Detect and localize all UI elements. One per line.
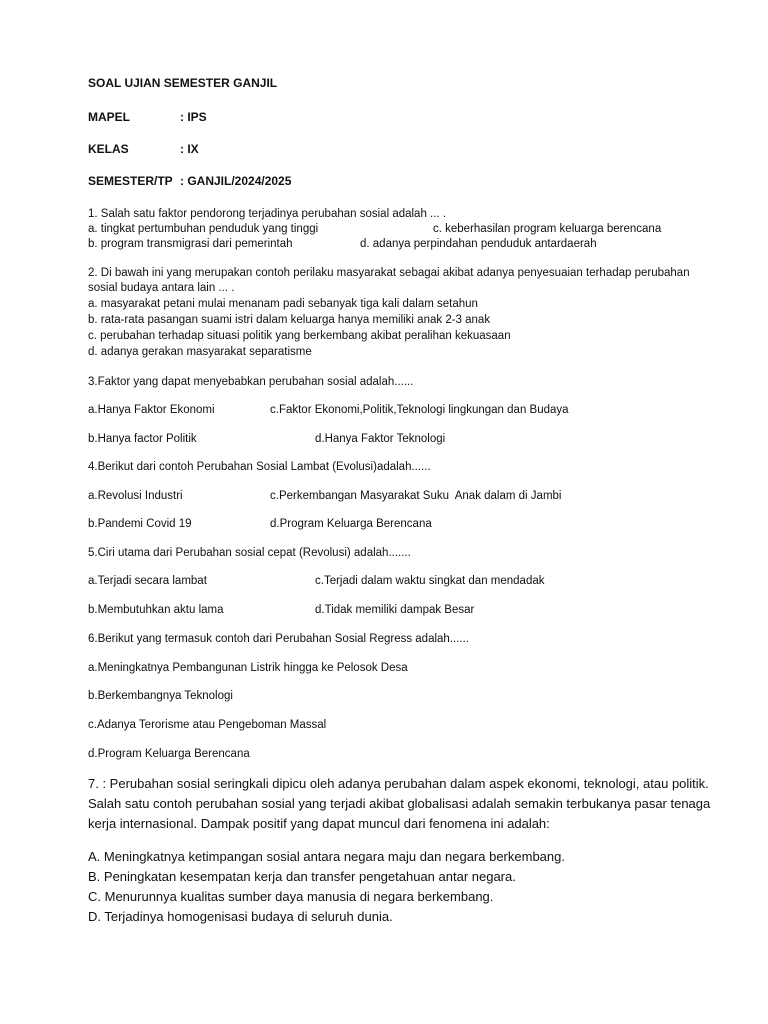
question-3-option-a: a.Hanya Faktor Ekonomi bbox=[88, 404, 215, 416]
question-4-option-a: a.Revolusi Industri bbox=[88, 490, 183, 502]
question-7-option-b: B. Peningkatan kesempatan kerja dan transfer pengetahuan antar negara. bbox=[88, 869, 516, 884]
field-value-kelas: : IX bbox=[180, 142, 199, 156]
question-3-stem: 3.Faktor yang dapat menyebabkan perubahan sosial adalah...... bbox=[88, 376, 414, 388]
question-2-option-a: a. masyarakat petani mulai menanam padi sebanyak tiga kali dalam setahun bbox=[88, 298, 478, 310]
question-3-option-b: b.Hanya factor Politik bbox=[88, 433, 197, 445]
question-5-option-c: c.Terjadi dalam waktu singkat dan mendadak bbox=[315, 575, 545, 587]
question-1-option-a: a. tingkat pertumbuhan penduduk yang tinggi bbox=[88, 223, 319, 235]
question-2-stem-line-2: sosial budaya antara lain ... . bbox=[88, 282, 235, 294]
question-2-option-c: c. perubahan terhadap situasi politik yang berkembang akibat peralihan kekuasaan bbox=[88, 330, 511, 342]
question-6-option-b: b.Berkembangnya Teknologi bbox=[88, 690, 233, 702]
question-7-option-d: D. Terjadinya homogenisasi budaya di seluruh dunia. bbox=[88, 909, 393, 924]
field-value-mapel: : IPS bbox=[180, 110, 207, 124]
question-2-option-d: d. adanya gerakan masyarakat separatisme bbox=[88, 346, 312, 358]
question-4-option-c: c.Perkembangan Masyarakat Suku Anak dalam di Jambi bbox=[270, 490, 562, 502]
question-1-stem: 1. Salah satu faktor pendorong terjadinya perubahan sosial adalah ... . bbox=[88, 208, 447, 220]
field-value-semester: : GANJIL/2024/2025 bbox=[180, 174, 292, 188]
document-title: SOAL UJIAN SEMESTER GANJIL bbox=[88, 76, 278, 90]
question-7-option-a: A. Meningkatnya ketimpangan sosial antara negara maju dan negara berkembang. bbox=[88, 849, 565, 864]
question-5-option-d: d.Tidak memiliki dampak Besar bbox=[315, 604, 475, 616]
question-4-option-d: d.Program Keluarga Berencana bbox=[270, 518, 432, 530]
question-2-option-b: b. rata-rata pasangan suami istri dalam keluarga hanya memiliki anak 2-3 anak bbox=[88, 314, 491, 326]
question-7-stem-line-3: kerja internasional. Dampak positif yang dapat muncul dari fenomena ini adalah: bbox=[88, 816, 550, 831]
question-3-option-c: c.Faktor Ekonomi,Politik,Teknologi lingkungan dan Budaya bbox=[270, 404, 569, 416]
field-label-mapel: MAPEL bbox=[88, 110, 130, 124]
question-4-option-b: b.Pandemi Covid 19 bbox=[88, 518, 192, 530]
question-6-option-a: a.Meningkatnya Pembangunan Listrik hingga ke Pelosok Desa bbox=[88, 662, 408, 674]
question-6-option-d: d.Program Keluarga Berencana bbox=[88, 748, 250, 760]
field-label-semester: SEMESTER/TP bbox=[88, 174, 173, 188]
question-5-stem: 5.Ciri utama dari Perubahan sosial cepat (Revolusi) adalah....... bbox=[88, 547, 411, 559]
question-6-option-c: c.Adanya Terorisme atau Pengeboman Massal bbox=[88, 719, 327, 731]
question-1-option-b: b. program transmigrasi dari pemerintah bbox=[88, 238, 293, 250]
question-1-option-d: d. adanya perpindahan penduduk antardaerah bbox=[360, 238, 597, 250]
question-7-stem-line-2: Salah satu contoh perubahan sosial yang terjadi akibat globalisasi adalah semakin terbukanya pasar tenaga bbox=[88, 796, 711, 811]
question-7-option-c: C. Menurunnya kualitas sumber daya manusia di negara berkembang. bbox=[88, 889, 494, 904]
question-5-option-b: b.Membutuhkan aktu lama bbox=[88, 604, 224, 616]
question-3-option-d: d.Hanya Faktor Teknologi bbox=[315, 433, 446, 445]
question-1-option-c: c. keberhasilan program keluarga berencana bbox=[433, 223, 662, 235]
question-4-stem: 4.Berikut dari contoh Perubahan Sosial Lambat (Evolusi)adalah...... bbox=[88, 461, 431, 473]
field-label-kelas: KELAS bbox=[88, 142, 129, 156]
question-7-stem-line-1: 7. : Perubahan sosial seringkali dipicu oleh adanya perubahan dalam aspek ekonomi, teknologi, atau politik. bbox=[88, 776, 709, 791]
question-6-stem: 6.Berikut yang termasuk contoh dari Perubahan Sosial Regress adalah...... bbox=[88, 633, 469, 645]
question-5-option-a: a.Terjadi secara lambat bbox=[88, 575, 207, 587]
question-2-stem-line-1: 2. Di bawah ini yang merupakan contoh perilaku masyarakat sebagai akibat adanya penyesuaian terhadap perubahan bbox=[88, 267, 690, 279]
